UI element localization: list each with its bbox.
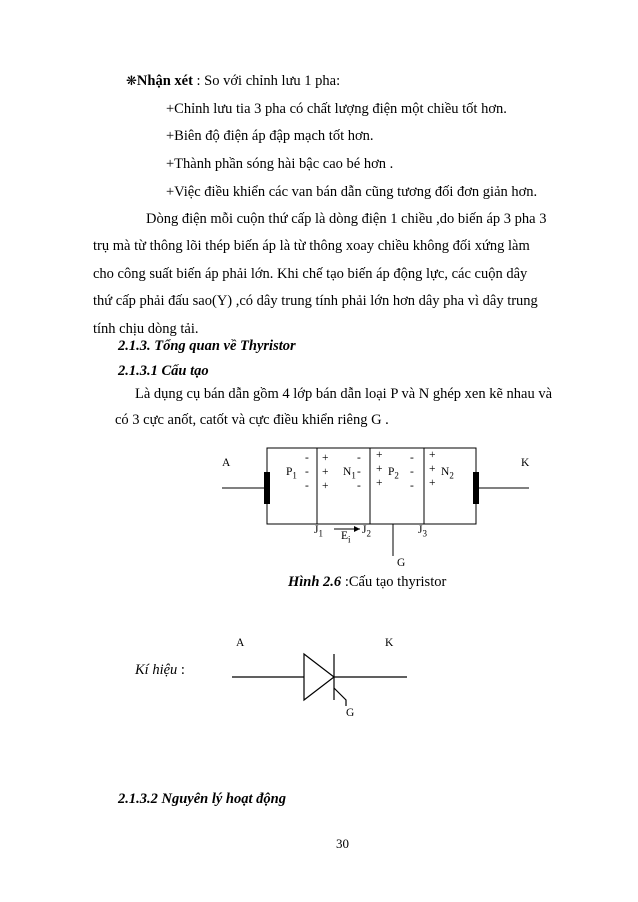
layer-n1-label: $N_1$ xyxy=(343,466,356,481)
charge-signs-j1-right: + + + xyxy=(322,452,329,492)
page-number: 30 xyxy=(336,836,349,851)
section-heading: 2.1.3. Tổng quan về Thyristor xyxy=(118,338,296,354)
charge-signs-j3-right: + + + xyxy=(429,449,436,489)
symbol-prefix-label: Kí hiệu xyxy=(135,662,178,678)
symbol-gate-lead xyxy=(334,688,346,706)
figure-caption-label: Hình 2.6 xyxy=(288,574,342,590)
charge-signs-j2-left: - - - xyxy=(357,452,361,492)
paragraph-line: cho công suất biến áp phải lớn. Khi chế tạo biến áp động lực, các cuộn dây xyxy=(93,266,528,282)
junction-j2-label: $J_2$ xyxy=(362,524,371,539)
paragraph-line: tính chịu dòng tải. xyxy=(93,321,199,337)
field-label: $E_i$ xyxy=(341,530,351,545)
paragraph-line: Dòng điện mỗi cuộn thứ cấp là dòng điện 1 chiều ,do biến áp 3 pha 3 xyxy=(146,211,547,227)
paragraph-line: trụ mà từ thông lõi thép biến áp là từ thông xoay chiều không đối xứng làm xyxy=(93,238,530,254)
charge-signs-j1-left: - - - xyxy=(305,452,309,492)
charge-signs-j3-left: - - - xyxy=(410,452,414,492)
paragraph-line: thứ cấp phải đấu sao(Y) ,có dây trung tính phải lớn hơn dây pha vì dây trung xyxy=(93,293,538,309)
gate-label: G xyxy=(397,557,406,569)
star-icon: ❋ xyxy=(126,73,137,88)
subsection-heading: 2.1.3.1 Cấu tạo xyxy=(118,363,209,379)
junction-j1-label: $J_1$ xyxy=(314,524,323,539)
symbol-cathode-label: K xyxy=(385,637,394,649)
symbol-gate-label: G xyxy=(346,707,355,719)
note-bullet: +Chỉnh lưu tia 3 pha có chất lượng điện một chiều tốt hơn. xyxy=(166,101,507,117)
note-text: : So với chỉnh lưu 1 pha: xyxy=(192,73,341,89)
anode-label: A xyxy=(222,457,231,469)
cathode-label: K xyxy=(521,457,530,469)
symbol-anode-label: A xyxy=(236,637,245,649)
layer-p1-label: $P_1$ xyxy=(286,466,297,481)
note-label: Nhận xét xyxy=(136,73,193,89)
symbol-prefix-colon: : xyxy=(177,662,185,678)
figure-caption-text: :Cấu tạo thyristor xyxy=(341,574,447,590)
subsection-heading: 2.1.3.2 Nguyên lý hoạt động xyxy=(118,791,286,807)
note-bullet: +Biên độ điện áp đập mạch tốt hơn. xyxy=(166,128,374,144)
note-bullet: +Thành phần sóng hài bậc cao bé hơn . xyxy=(166,156,394,172)
paragraph-line: có 3 cực anốt, catốt và cực điều khiển riêng G . xyxy=(115,412,389,428)
layer-p2-label: $P_2$ xyxy=(388,466,399,481)
symbol-diode-triangle xyxy=(304,654,334,700)
layer-n2-label: $N_2$ xyxy=(441,466,454,481)
junction-j3-label: $J_3$ xyxy=(418,524,427,539)
paragraph-line: Là dụng cụ bán dẫn gồm 4 lớp bán dẫn loại P và N ghép xen kẽ nhau và xyxy=(135,386,553,402)
charge-signs-j2-right: + + + xyxy=(376,449,383,489)
note-bullet: +Việc điều khiển các van bán dẫn cũng tương đối đơn giản hơn. xyxy=(166,184,538,200)
